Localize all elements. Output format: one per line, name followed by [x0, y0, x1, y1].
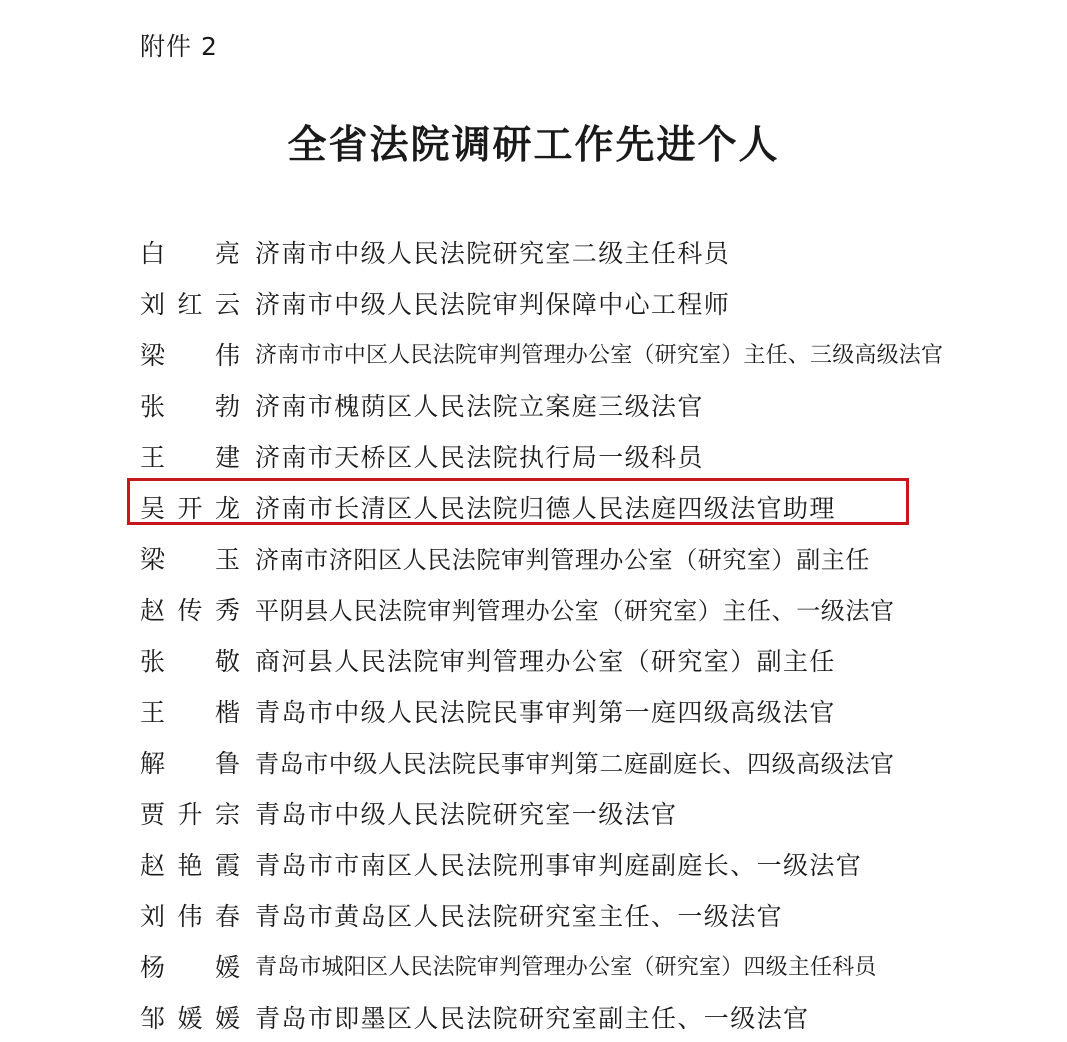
list-item	[140, 940, 960, 991]
person-name: 刘 伟 春	[140, 901, 240, 931]
person-affiliation: 济南市长清区人民法院归德人民法庭四级法官助理	[255, 493, 836, 523]
person-name: 王 楷	[140, 697, 240, 727]
person-affiliation: 青岛市即墨区人民法院研究室副主任、一级法官	[255, 1003, 810, 1033]
list-item	[140, 991, 960, 1042]
person-affiliation: 青岛市城阳区人民法院审判管理办公室（研究室）四级主任科员	[255, 955, 877, 980]
person-name: 赵 艳 霞	[140, 850, 240, 880]
person-name: 邹 媛 媛	[140, 1003, 240, 1033]
person-affiliation: 青岛市市南区人民法院刑事审判庭副庭长、一级法官	[255, 850, 863, 880]
list-item	[140, 685, 960, 736]
attachment-label: 附件 2	[140, 32, 218, 61]
person-affiliation: 青岛市中级人民法院民事审判第二庭副庭长、四级高级法官	[255, 750, 895, 778]
list-item	[140, 583, 960, 634]
person-name: 张 敬	[140, 646, 240, 676]
list-item	[140, 430, 960, 481]
person-affiliation: 青岛市黄岛区人民法院研究室主任、一级法官	[255, 901, 784, 931]
person-affiliation: 济南市济阳区人民法院审判管理办公室（研究室）副主任	[255, 546, 870, 574]
list-item	[140, 532, 960, 583]
person-affiliation: 平阴县人民法院审判管理办公室（研究室）主任、一级法官	[255, 597, 895, 625]
person-name: 白 亮	[140, 238, 240, 268]
list-item	[140, 736, 960, 787]
list-item	[140, 634, 960, 685]
list-item	[140, 226, 960, 277]
person-name: 梁 玉	[140, 544, 240, 574]
person-name: 杨 媛	[140, 952, 240, 982]
highlight-box	[127, 478, 909, 525]
person-name: 梁 伟	[140, 340, 240, 370]
list-item	[140, 379, 960, 430]
person-affiliation: 济南市市中区人民法院审判管理办公室（研究室）主任、三级高级法官	[255, 343, 944, 368]
document-title: 全省法院调研工作先进个人	[287, 122, 780, 168]
person-name: 贾 升 宗	[140, 799, 240, 829]
list-item	[140, 889, 960, 940]
list-item	[140, 787, 960, 838]
person-affiliation: 青岛市中级人民法院研究室一级法官	[255, 799, 678, 829]
list-item	[140, 277, 960, 328]
person-affiliation: 商河县人民法院审判管理办公室（研究室）副主任	[255, 646, 836, 676]
person-name: 吴 开 龙	[140, 493, 240, 523]
list-item	[140, 838, 960, 889]
list-item	[140, 328, 960, 379]
person-affiliation: 济南市天桥区人民法院执行局一级科员	[255, 442, 704, 472]
person-name: 赵 传 秀	[140, 595, 240, 625]
awardee-list	[140, 226, 960, 1042]
person-name: 刘 红 云	[140, 289, 240, 319]
person-affiliation: 济南市中级人民法院研究室二级主任科员	[255, 238, 731, 268]
person-affiliation: 济南市中级人民法院审判保障中心工程师	[255, 289, 731, 319]
person-name: 解 鲁	[140, 748, 240, 778]
person-name: 王 建	[140, 442, 240, 472]
person-affiliation: 济南市槐荫区人民法院立案庭三级法官	[255, 391, 704, 421]
person-name: 张 勃	[140, 391, 240, 421]
person-affiliation: 青岛市中级人民法院民事审判第一庭四级高级法官	[255, 697, 836, 727]
